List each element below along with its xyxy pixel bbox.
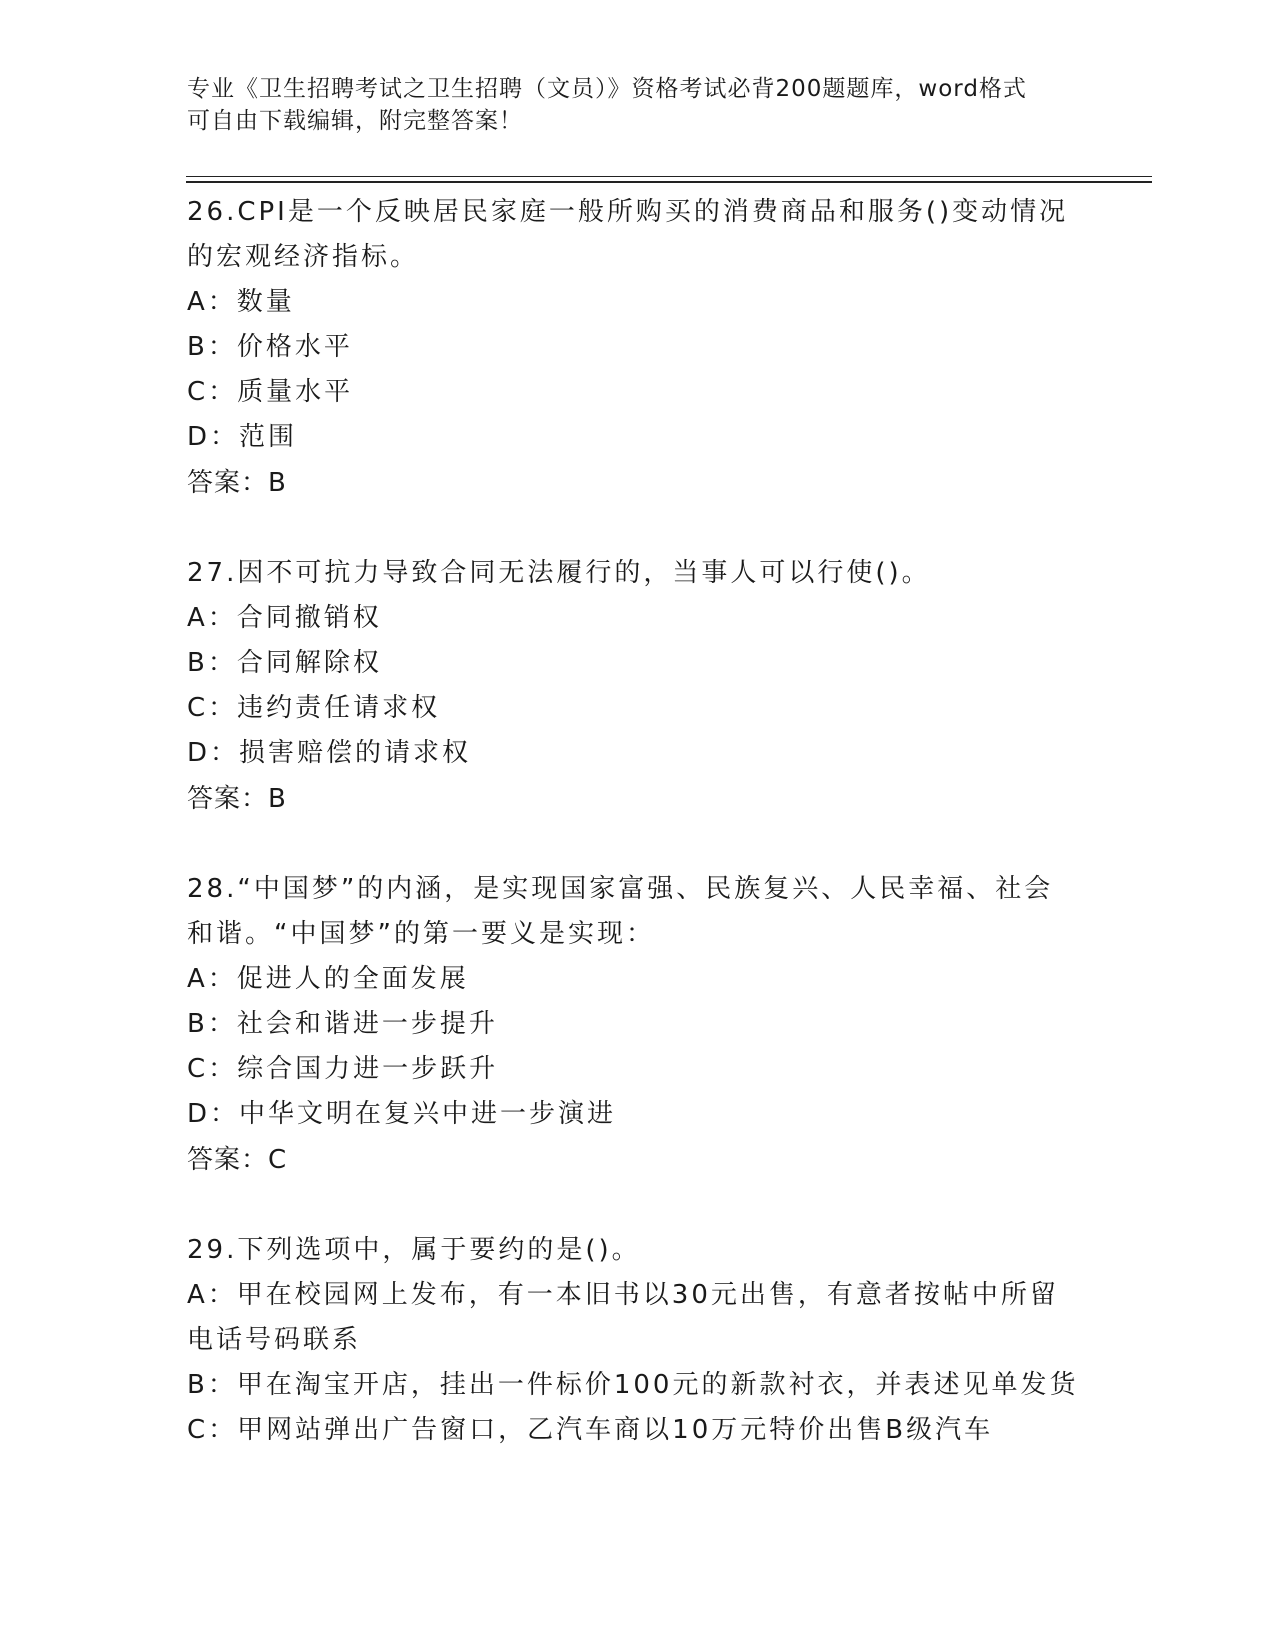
option-c: C：质量水平 <box>187 377 354 407</box>
option-b: B：甲在淘宝开店，挂出一件标价100元的新款衬衣，并表述见单发货 <box>187 1370 1079 1400</box>
question-29 <box>187 1228 1087 1453</box>
option-b: B：价格水平 <box>187 332 353 362</box>
option-d: D：损害赔偿的请求权 <box>187 738 472 768</box>
question-stem-cont: 和谐。“中国梦”的第一要义是实现： <box>187 919 655 949</box>
option-a-cont: 电话号码联系 <box>187 1325 362 1355</box>
spacer <box>187 506 1087 551</box>
answer-line: 答案：B <box>187 784 287 814</box>
option-b: B：社会和谐进一步提升 <box>187 1009 498 1039</box>
answer-line: 答案：C <box>187 1145 288 1175</box>
option-c: C：综合国力进一步跃升 <box>187 1054 499 1084</box>
question-list <box>187 190 1087 1453</box>
option-a: A：数量 <box>187 287 295 317</box>
question-28 <box>187 867 1087 1183</box>
question-27 <box>187 551 1087 822</box>
question-stem: 29.下列选项中，属于要约的是()。 <box>187 1235 641 1265</box>
option-a: A：合同撤销权 <box>187 603 382 633</box>
question-stem: 28.“中国梦”的内涵，是实现国家富强、民族复兴、人民幸福、社会 <box>187 874 1054 904</box>
question-stem: 26.CPI是一个反映居民家庭一般所购买的消费商品和服务()变动情况 <box>187 197 1069 227</box>
option-b: B：合同解除权 <box>187 648 382 678</box>
option-a: A：促进人的全面发展 <box>187 964 469 994</box>
spacer <box>187 1183 1087 1228</box>
header-line-2: 可自由下载编辑，附完整答案！ <box>187 108 523 134</box>
answer-line: 答案：B <box>187 468 287 498</box>
document-header <box>187 73 1067 137</box>
option-d: D：范围 <box>187 422 298 452</box>
header-rule-thin <box>186 176 1152 177</box>
header-line-1: 专业《卫生招聘考试之卫生招聘（文员）》资格考试必背200题题库，word格式 <box>187 76 1027 102</box>
question-26 <box>187 190 1087 506</box>
question-stem-cont: 的宏观经济指标。 <box>187 242 420 272</box>
header-rule-thick <box>186 181 1152 183</box>
spacer <box>187 822 1087 867</box>
option-c: C：甲网站弹出广告窗口，乙汽车商以10万元特价出售B级汽车 <box>187 1415 994 1445</box>
option-c: C：违约责任请求权 <box>187 693 441 723</box>
option-a: A：甲在校园网上发布，有一本旧书以30元出售，有意者按帖中所留 <box>187 1280 1059 1310</box>
option-d: D：中华文明在复兴中进一步演进 <box>187 1099 617 1129</box>
question-stem: 27.因不可抗力导致合同无法履行的，当事人可以行使()。 <box>187 558 931 588</box>
